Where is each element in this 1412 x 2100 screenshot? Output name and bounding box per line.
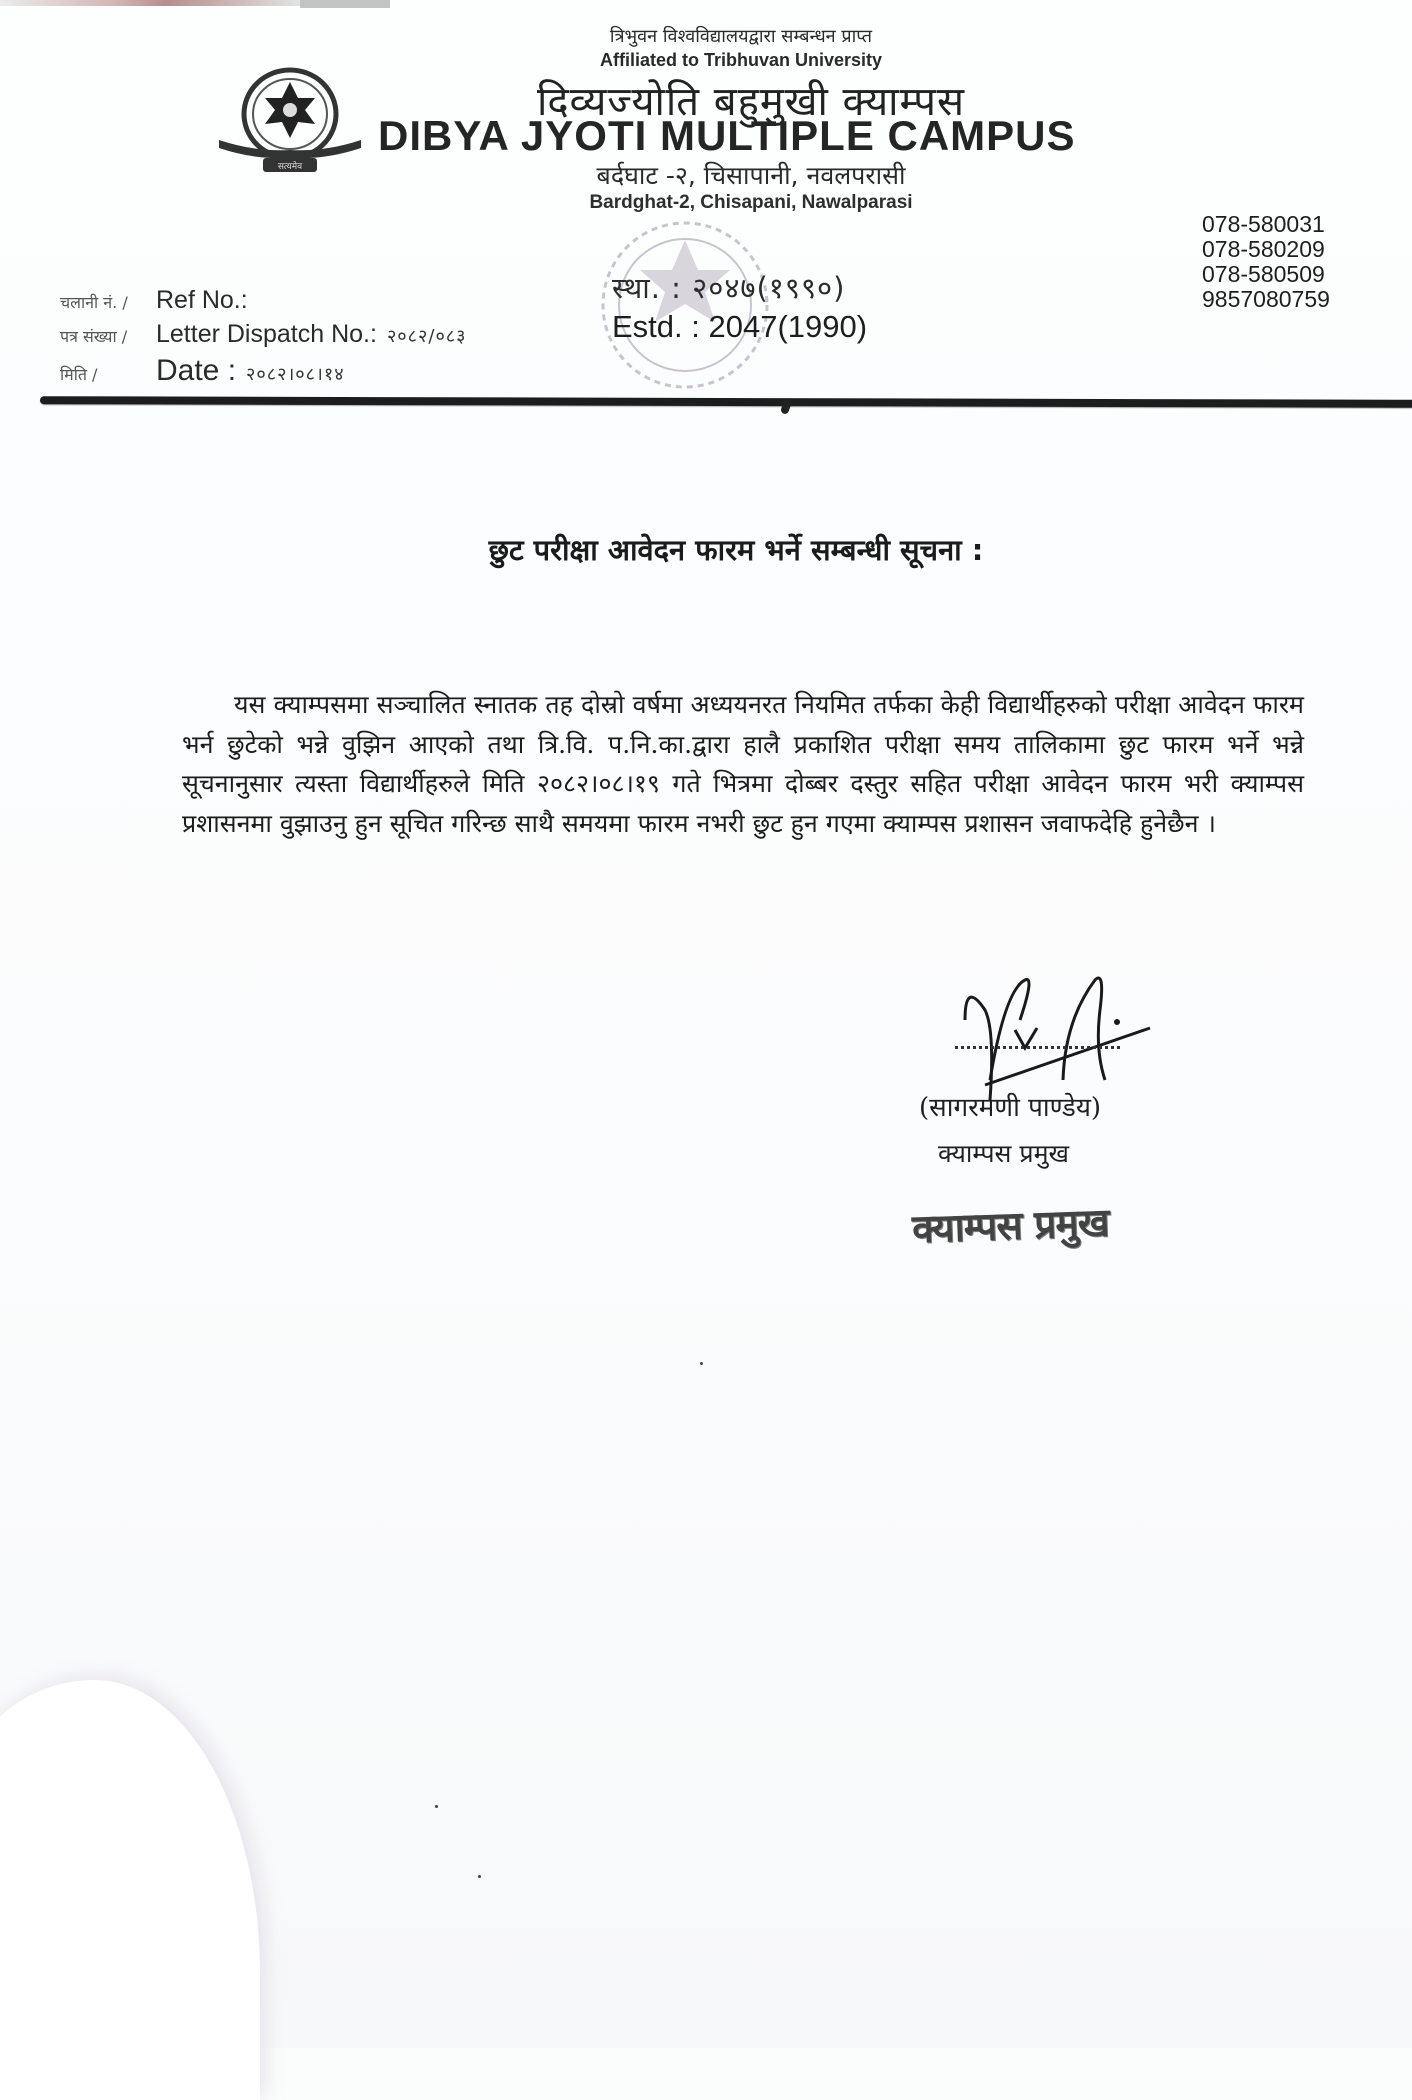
- notice-title: छुट परीक्षा आवेदन फारम भर्ने सम्बन्धी सूचना :: [488, 533, 984, 567]
- ref-no-label-nepali: चलानी नं. /: [60, 293, 128, 312]
- paper-corner-fold: [0, 1680, 260, 2100]
- affiliation-nepali: त्रिभुवन विश्वविद्यालयद्वारा सम्बन्धन प्राप्त: [609, 26, 873, 47]
- signature-line: [955, 1046, 1120, 1049]
- date-label-nepali: मिति /: [60, 365, 98, 384]
- dispatch-no-value: २०८२/०८३: [386, 326, 467, 347]
- date-row: [60, 354, 467, 388]
- signatory-title: क्याम्पस प्रमुख: [938, 1139, 1069, 1168]
- address-english: Bardghat-2, Chisapani, Nawalparasi: [589, 192, 913, 213]
- dispatch-no-row: [60, 320, 467, 354]
- phone-number: 078-580209: [1202, 236, 1325, 262]
- notice-body: यस क्याम्पसमा सञ्चालित स्नातक तह दोस्रो वर्षमा अध्ययनरत नियमित तर्फका केही विद्यार्थीहरुको परीक्षा आवेदन फारम भर्न छुटेको भन्ने वुझिन आएको तथा त्रि.वि. प.नि.का.द्वारा हालै प्रकाशित परीक्षा समय तालिकामा छुट फारम भर्ने भन्ने सूचनानुसार त्यस्ता विद्यार्थीहरुले मिति २०८२।०८।१९ गते भित्रमा दोब्बर दस्तुर सहित परीक्षा आवेदन फारम भरी क्याम्पस प्रशासनमा वुझाउनु हुन सूचित गरिन्छ साथै समयमा फारम नभरी छुट हुन गएमा क्याम्पस प्रशासन जवाफदेहि हुनेछैन ।: [182, 690, 1304, 838]
- address-nepali: बर्दघाट -२, चिसापानी, नवलपरासी: [596, 161, 906, 190]
- letterhead-divider: [40, 396, 1412, 408]
- paper-speck: [700, 1362, 703, 1365]
- handwritten-signature-icon: [945, 960, 1170, 1105]
- background-edge: [0, 0, 300, 6]
- paper-speck: [478, 1875, 481, 1878]
- phone-number: 078-580031: [1202, 211, 1325, 237]
- date-value: २०८२।०८।१४: [246, 364, 345, 385]
- designation-stamp: क्याम्पस प्रमुख: [911, 1200, 1110, 1253]
- affiliation-english: Affiliated to Tribhuvan University: [599, 50, 883, 70]
- dispatch-no-label: Letter Dispatch No.:: [156, 320, 377, 348]
- background-edge-dark: [300, 0, 390, 8]
- ref-no-row: [60, 286, 467, 320]
- established-english: Estd. : 2047(1990): [612, 309, 868, 344]
- date-label: Date :: [156, 354, 237, 387]
- signatory-name: (सागरमणी पाण्डेय): [919, 1093, 1102, 1123]
- paper-speck: [435, 1805, 438, 1808]
- phone-number: 9857080759: [1202, 286, 1330, 312]
- established-nepali: स्था. : २०४७(१९९०): [612, 271, 846, 305]
- phone-numbers: [1202, 212, 1330, 312]
- ref-no-label: Ref No.:: [156, 286, 248, 314]
- campus-name-nepali: दिव्यज्योति बहुमुखी क्याम्पस: [536, 79, 966, 125]
- letter-meta: [60, 286, 467, 388]
- phone-number: 078-580509: [1202, 261, 1325, 287]
- dispatch-no-label-nepali: पत्र संख्या /: [60, 327, 128, 346]
- established-block: [612, 268, 867, 345]
- campus-name-english: DIBYA JYOTI MULTIPLE CAMPUS: [378, 112, 1076, 159]
- svg-text:सत्यमेव: सत्यमेव: [277, 161, 303, 171]
